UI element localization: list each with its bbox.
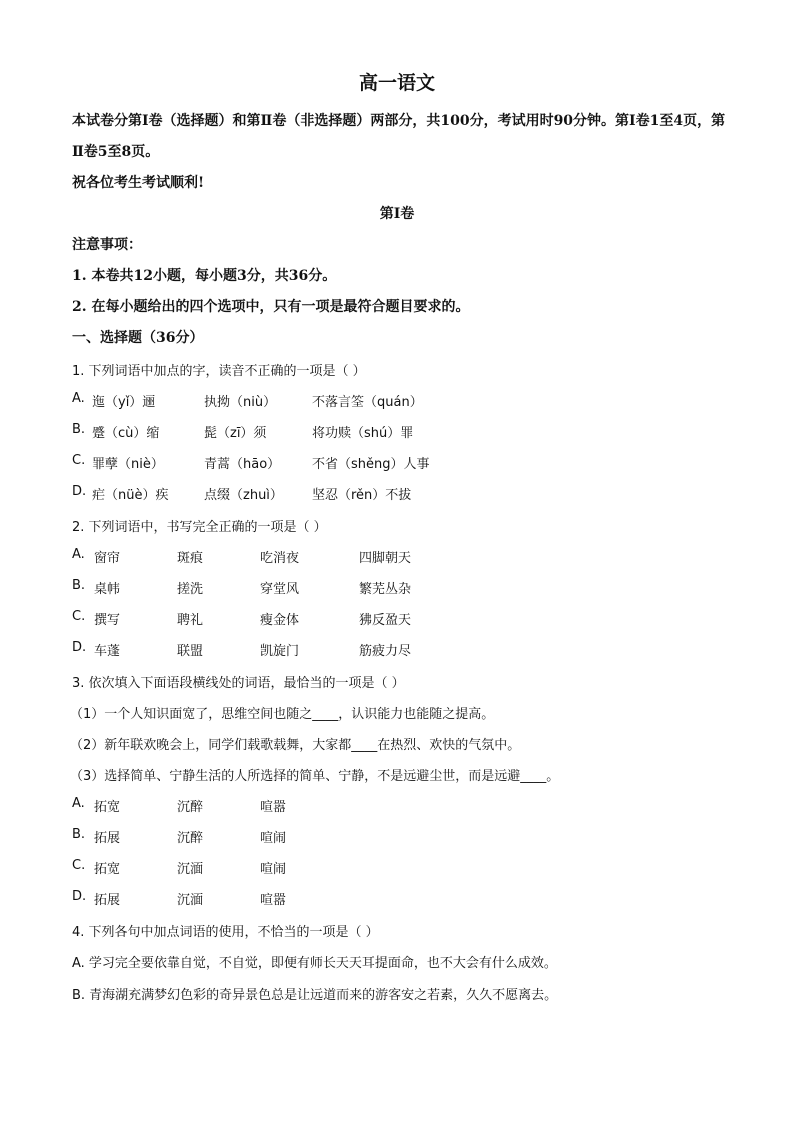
section-heading: 一、选择题（36分） — [72, 330, 204, 346]
option-word: 吃消夜 — [260, 551, 300, 566]
exam-intro: 本试卷分第Ⅰ卷（选择题）和第Ⅱ卷（非选择题）两部分，共100分，考试用时90分钟。第Ⅰ卷1至4页，第Ⅱ卷5至8页。 — [72, 113, 726, 160]
option-word: 筋疲力尽 — [359, 644, 412, 659]
option-word: 拓展 — [94, 893, 121, 908]
option-letter: D. — [72, 640, 87, 655]
q3-sentence-1: （1）一个人知识面宽了，思维空间也随之____，认识能力也能随之提高。 — [70, 707, 495, 722]
option-letter: C. — [72, 858, 86, 873]
option-word: 喧闹 — [260, 831, 287, 846]
page-title: 高一语文 — [358, 72, 435, 94]
option-word: 拓宽 — [94, 800, 121, 815]
option-word: 将功赎（shú）罪 — [312, 426, 414, 441]
question-1-stem: 1. 下列词语中加点的字，读音不正确的一项是（ ） — [72, 364, 366, 379]
option-word: 沉醉 — [177, 831, 204, 846]
option-word: 沉湎 — [177, 893, 204, 908]
q4-option-b: B. 青海湖充满梦幻色彩的奇异景色总是让远道而来的游客安之若素，久久不愿离去。 — [72, 988, 558, 1003]
notice-heading: 注意事项： — [72, 237, 142, 253]
option-letter: C. — [72, 609, 86, 624]
option-word: 不省（shěng）人事 — [312, 457, 430, 472]
question-2-stem: 2. 下列词语中，书写完全正确的一项是（ ） — [72, 520, 327, 535]
option-word: 髭（zī）须 — [204, 426, 267, 441]
question-4-stem: 4. 下列各句中加点词语的使用，不恰当的一项是（ ） — [72, 925, 379, 940]
option-word: 蹙（cù）缩 — [92, 426, 160, 441]
option-letter: B. — [72, 422, 86, 437]
option-word: 点缀（zhuì） — [204, 488, 283, 503]
option-word: 沉醉 — [177, 800, 204, 815]
q3-sentence-2: （2）新年联欢晚会上，同学们载歌载舞，大家都____在热烈、欢快的气氛中。 — [70, 738, 521, 753]
wish-line: 祝各位考生考试顺利! — [72, 175, 205, 191]
option-letter: D. — [72, 484, 87, 499]
option-word: 喧嚣 — [260, 800, 287, 815]
option-word: 迤（yǐ）逦 — [92, 395, 156, 410]
option-word: 斑痕 — [177, 551, 204, 566]
option-letter: A. — [72, 547, 85, 562]
option-word: 聘礼 — [177, 613, 204, 628]
option-word: 窗帘 — [94, 551, 121, 566]
option-word: 繁芜丛杂 — [359, 582, 412, 597]
option-letter: C. — [72, 453, 86, 468]
notice-item-1: 1. 本卷共12小题，每小题3分，共36分。 — [72, 268, 337, 284]
option-letter: A. — [72, 796, 85, 811]
option-word: 不落言筌（quán） — [312, 395, 423, 410]
option-word: 狒反盈天 — [359, 613, 412, 628]
option-letter: B. — [72, 827, 86, 842]
option-word: 喧闹 — [260, 862, 287, 877]
option-word: 青蒿（hāo） — [204, 457, 281, 472]
option-word: 四脚朝天 — [359, 551, 412, 566]
option-word: 拓展 — [94, 831, 121, 846]
option-word: 拓宽 — [94, 862, 121, 877]
option-word: 执拗（niù） — [204, 395, 277, 410]
option-word: 罪孽（niè） — [92, 457, 164, 472]
q4-option-a: A. 学习完全要依靠自觉，不自觉，即便有师长天天耳提面命，也不大会有什么成效。 — [72, 956, 557, 971]
option-word: 疟（nüè）疾 — [92, 488, 169, 503]
question-3-stem: 3. 依次填入下面语段横线处的词语，最恰当的一项是（ ） — [72, 676, 405, 691]
option-letter: A. — [72, 391, 85, 406]
option-word: 搓洗 — [177, 582, 204, 597]
option-letter: D. — [72, 889, 87, 904]
q3-sentence-3: （3）选择简单、宁静生活的人所选择的简单、宁静，不是远避尘世，而是远避____。 — [70, 769, 560, 784]
option-word: 瘦金体 — [260, 613, 300, 628]
notice-item-2: 2. 在每小题给出的四个选项中，只有一项是最符合题目要求的。 — [72, 299, 470, 315]
option-word: 凯旋门 — [260, 644, 300, 659]
option-word: 穿堂风 — [260, 582, 300, 597]
option-word: 沉湎 — [177, 862, 204, 877]
option-word: 车蓬 — [94, 644, 121, 659]
volume-heading: 第Ⅰ卷 — [379, 206, 415, 222]
option-word: 联盟 — [177, 644, 204, 659]
option-word: 桌帏 — [94, 582, 121, 597]
option-word: 坚忍（rěn）不拔 — [312, 488, 412, 503]
option-letter: B. — [72, 578, 86, 593]
option-word: 撰写 — [94, 613, 121, 628]
option-word: 喧嚣 — [260, 893, 287, 908]
